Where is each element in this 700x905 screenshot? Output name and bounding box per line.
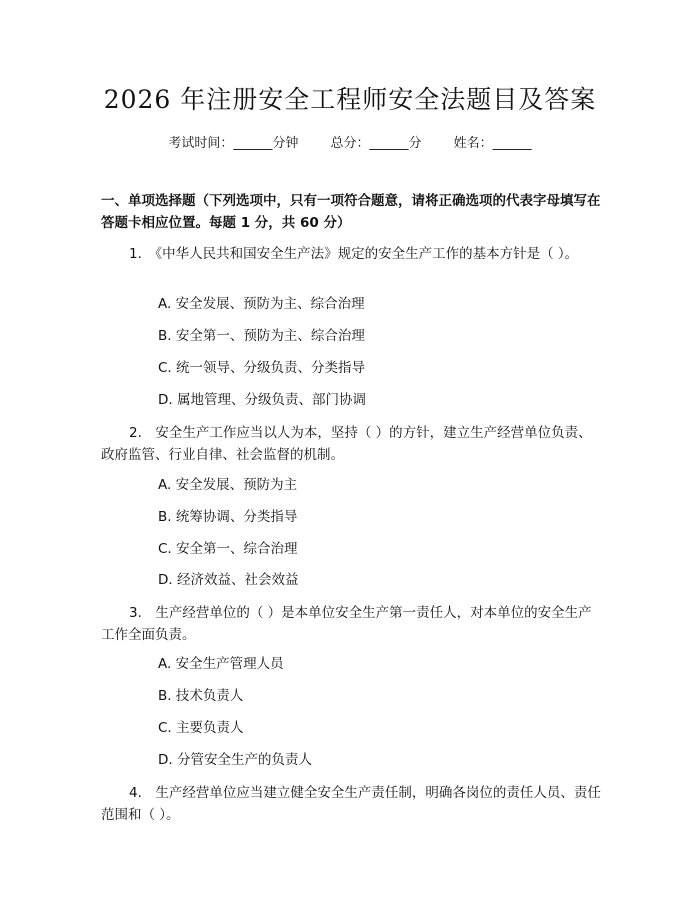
question-3-option-d: D. 分管安全生产的负责人	[158, 752, 312, 768]
question-1-text: 1. 《中华人民共和国安全生产法》规定的安全生产工作的基本方针是（ ）。	[129, 246, 579, 262]
question-2-option-b: B. 统筹协调、分类指导	[158, 509, 298, 525]
question-2-option-a: A. 安全发展、预防为主	[158, 477, 298, 493]
total-score-field: 总分：______分	[330, 136, 422, 151]
name-field: 姓名：______	[453, 136, 532, 151]
question-1-option-a: A. 安全发展、预防为主、综合治理	[158, 296, 365, 312]
question-3-option-a: A. 安全生产管理人员	[158, 656, 284, 672]
question-2-text: 2. 安全生产工作应当以人为本，坚持（ ）的方针，建立生产经营单位负责、政府监管、行业自律、社会监督的机制。	[101, 425, 592, 463]
page-title: 2026 年注册安全工程师安全法题目及答案	[103, 85, 597, 114]
question-2-option-c: C. 安全第一、综合治理	[158, 541, 298, 557]
question-2-option-d: D. 经济效益、社会效益	[158, 572, 299, 588]
question-3-option-c: C. 主要负责人	[158, 720, 244, 736]
section-heading: 一、单项选择题（下列选项中，只有一项符合题意，请将正确选项的代表字母填写在答题卡相应位置。每题 1 分，共 60 分）	[101, 193, 601, 231]
exam-time-field: 考试时间：______分钟	[168, 136, 299, 151]
exam-info-line	[0, 132, 700, 151]
question-4-text: 4. 生产经营单位应当建立健全安全生产责任制，明确各岗位的责任人员、责任范围和（ ）。	[101, 785, 601, 823]
question-1-option-c: C. 统一领导、分级负责、分类指导	[158, 360, 366, 376]
question-1-option-b: B. 安全第一、预防为主、综合治理	[158, 328, 365, 344]
question-1-option-d: D. 属地管理、分级负责、部门协调	[158, 392, 366, 408]
question-3-option-b: B. 技术负责人	[158, 688, 244, 704]
question-3-text: 3. 生产经营单位的（ ）是本单位安全生产第一责任人，对本单位的安全生产工作全面负责。	[101, 605, 592, 643]
